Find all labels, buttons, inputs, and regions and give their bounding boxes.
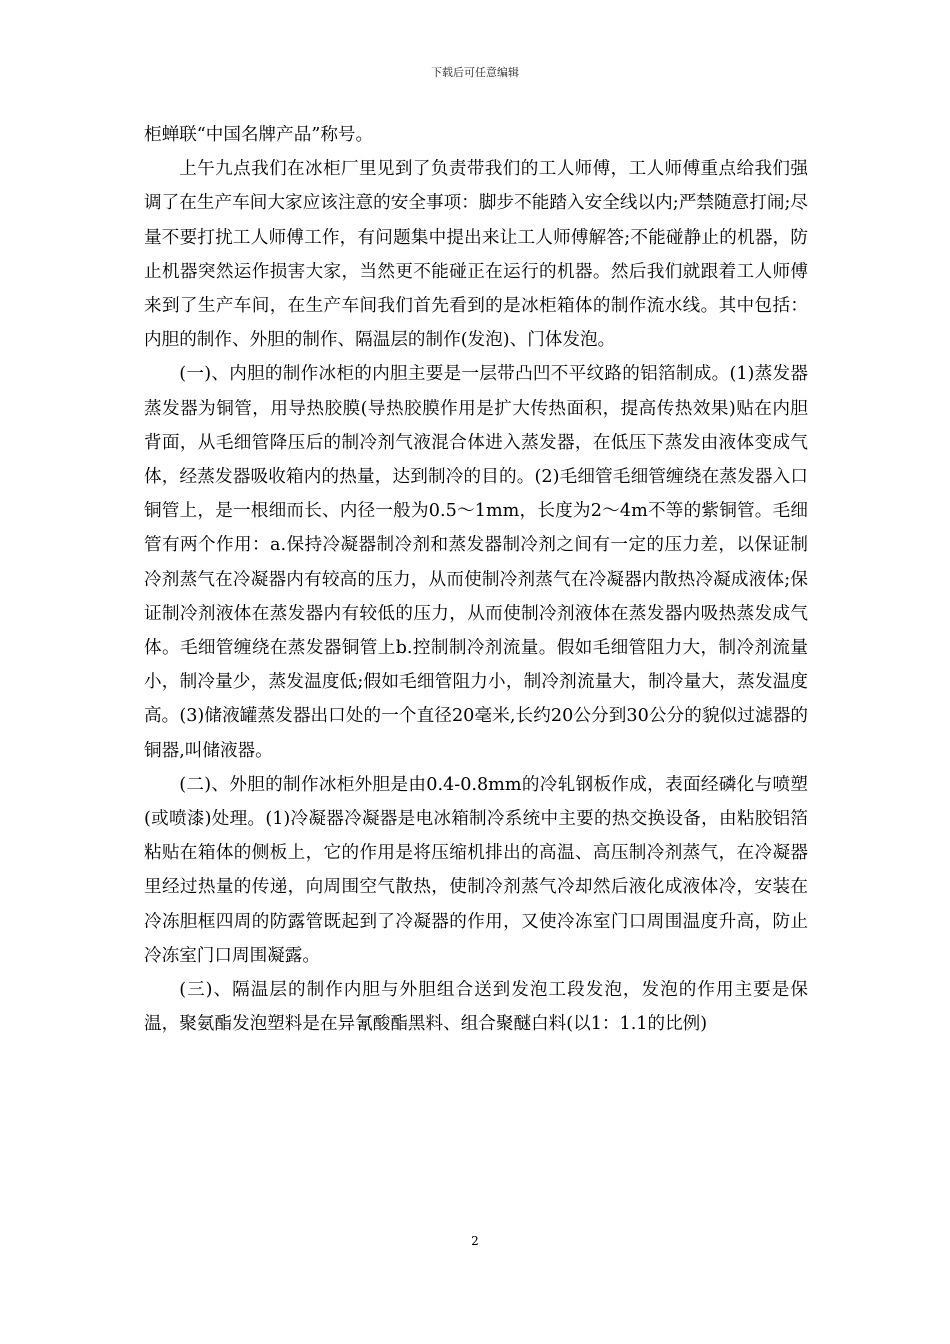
paragraph-insulation-layer: (三)、隔温层的制作内胆与外胆组合送到发泡工段发泡，发泡的作用主要是保温，聚氨酯发泡塑料是在异氰酸酯黑料、组合聚醚白料(以1：1.1的比例) bbox=[144, 980, 808, 1035]
page-header: 下载后可任意编辑 bbox=[431, 66, 519, 79]
paragraph-continuation: 柜蝉联“中国名牌产品”称号。 bbox=[144, 125, 374, 145]
paragraph-safety-briefing: 上午九点我们在冰柜厂里见到了负责带我们的工人师傅，工人师傅重点给我们强调了在生产车间大家应该注意的安全事项：脚步不能踏入安全线以内;严禁随意打闹;尽量不要打扰工人师傅工作，有问题集中提出来让工人师傅解答;不能碰静止的机器，防止机器突然运作损害大家，当然更不能碰正在运行的机器。然后我们就跟着工人师傅来到了生产车间，在生产车间我们首先看到的是冰柜箱体的制作流水线。其中包括：内胆的制作、外胆的制作、隔温层的制作(发泡)、门体发泡。 bbox=[144, 159, 808, 351]
page-number: 2 bbox=[471, 1234, 479, 1248]
document-body bbox=[144, 118, 808, 1041]
paragraph-inner-liner: (一)、内胆的制作冰柜的内胆主要是一层带凸凹不平纹路的铝箔制成。(1)蒸发器蒸发器为铜管，用导热胶膜(导热胶膜作用是扩大传热面积，提高传热效果)贴在内胆背面，从毛细管降压后的制冷剂气液混合体进入蒸发器，在低压下蒸发由液体变成气体，经蒸发器吸收箱内的热量，达到制冷的目的。(2)毛细管毛细管缠绕在蒸发器入口铜管上，是一根细而长、内径一般为0.5～1mm，长度为2～4m不等的紫铜管。毛细管有两个作用：a.保持冷凝器制冷剂和蒸发器制冷剂之间有一定的压力差，以保证制冷剂蒸气在冷凝器内有较高的压力，从而使制冷剂蒸气在冷凝器内散热冷凝成液体;保证制冷剂液体在蒸发器内有较低的压力，从而使制冷剂液体在蒸发器内吸热蒸发成气体。毛细管缠绕在蒸发器铜管上b.控制制冷剂流量。假如毛细管阻力大，制冷剂流量小，制冷量少，蒸发温度低;假如毛细管阻力小，制冷剂流量大，制冷量大，蒸发温度高。(3)储液罐蒸发器出口处的一个直径20毫米,长约20公分到30公分的貌似过滤器的铜器,叫储液器。 bbox=[144, 364, 808, 761]
paragraph-outer-liner: (二)、外胆的制作冰柜外胆是由0.4-0.8mm的冷轧钢板作成，表面经磷化与喷塑(或喷漆)处理。(1)冷凝器冷凝器是电冰箱制冷系统中主要的热交换设备，由粘胶铝箔粘贴在箱体的侧板上，它的作用是将压缩机排出的高温、高压制冷剂蒸气，在冷凝器里经过热量的传递，向周围空气散热，使制冷剂蒸气冷却然后液化成液体冷，安装在冷冻胆框四周的防露管既起到了冷凝器的作用，又使冷冻室门口周围温度升高，防止冷冻室门口周围凝露。 bbox=[144, 774, 808, 966]
